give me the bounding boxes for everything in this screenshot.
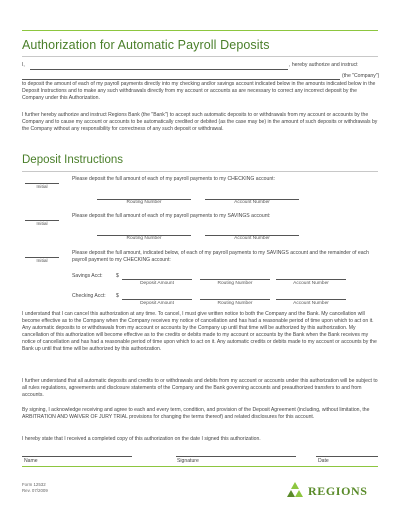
intro-paragraph-1: to deposit the amount of each of my payroll payments directly into my checking and/or savings account indicated below in the amounts indicated below in the Deposit Instructions and to make any such withdrawals directly from my account or accounts as are necessary to correct any incorrect deposit by the Company under this Authorization.: [22, 81, 376, 102]
savings-routing-label: Routing Number: [217, 281, 253, 286]
checking-acct-label: Checking Acct:: [72, 293, 106, 299]
checking-routing-label: Routing Number: [217, 301, 253, 306]
savings-routing-field[interactable]: [200, 279, 270, 280]
savings-account-field[interactable]: [276, 279, 346, 280]
terms-paragraph-1: I understand that I can cancel this authorization at any time. To cancel, I must give written notice to both the Company and the Bank. My cancellation will become effective as to the Company when the Company receives my notice of cancellation and has had a reasonable period of time upon which to act on it. Any automatic deposits to or withdrawals from my account or accounts by the Company up until that time will be authorized by this authorization. My cancellation of this authorization will become effective as to the credits or debits made to my account or accounts by the Bank when the Bank receives my notice of cancellation and has had a reasonable period of time upon which to act on it. Any automatic credits or debits made to my account or accounts by the Bank up until that time will be authorized by this authorization.: [22, 311, 377, 353]
signature-field[interactable]: [176, 456, 296, 457]
company-text: (the "Company"): [342, 73, 380, 79]
checking-account-field[interactable]: [276, 299, 346, 300]
authorize-text: , hereby authorize and instruct: [289, 62, 358, 68]
form-number: Form 12532: [22, 482, 46, 487]
date-field[interactable]: [316, 456, 378, 457]
regions-triangle-logo-icon: [286, 482, 304, 498]
savings-account-label: Account Number: [293, 281, 329, 286]
option-split-text: Please deposit the full amount, indicated below, of each of my payroll payments to my SAVINGS account and the remainder of each payroll payment to my CHECKING account:: [72, 250, 369, 264]
intro-paragraph-2: I further hereby authorize and instruct Regions Bank (the "Bank") to accept such automatic deposits to or withdrawals from my account or accounts by the Company and to cause my account or accounts to be automatically credited or debited (as the case may be) in the amount of such deposits or withdrawals by the Company without any responsibility for correctness of any such deposit or withdrawal.: [22, 112, 378, 133]
name-label: Name: [24, 458, 38, 464]
terms-paragraph-2: I further understand that all automatic deposits and credits to or withdrawals and debits from my account or accounts under this authorization will be subject to all rules regulations, agreements and disclosure statements of the Company and the Bank governing accounts and preauthorized transfers to and from accounts.: [22, 378, 378, 399]
initial-field-2[interactable]: [25, 220, 59, 221]
date-label: Date: [318, 458, 329, 464]
name-field[interactable]: [22, 456, 132, 457]
employee-name-field[interactable]: [30, 69, 288, 70]
form-revision: Rev. 07/2009: [22, 488, 48, 493]
signature-label: Signature: [177, 458, 199, 464]
routing-label-2: Routing Number: [126, 236, 162, 241]
savings-amount-field[interactable]: [122, 279, 192, 280]
savings-dollar: $: [116, 273, 119, 279]
terms-paragraph-3: By signing, I acknowledge receiving and agree to each and every term, condition, and provision of the Deposit Agreement (including, without limitation, the ARBITRATION AND WAIVER OF JURY TRIAL provisions for changing the terms thereof) and related disclosures for this account.: [22, 407, 370, 421]
company-name-field[interactable]: [22, 79, 340, 80]
checking-deposit-amount-label: Deposit Amount: [140, 301, 174, 306]
routing-label-1: Routing Number: [126, 200, 162, 205]
checking-account-label: Account Number: [293, 301, 329, 306]
page-title: Authorization for Automatic Payroll Deposits: [22, 38, 270, 52]
title-rule: [22, 56, 378, 57]
account-label-1: Account Number: [234, 200, 270, 205]
option-savings-text: Please deposit the full amount of each of my payroll payments to my SAVINGS account:: [72, 213, 271, 219]
checking-dollar: $: [116, 293, 119, 299]
savings-acct-label: Savings Acct:: [72, 273, 103, 279]
i-prefix: I,: [22, 62, 25, 68]
bottom-rule: [22, 466, 378, 467]
regions-brand-text: REGIONS: [308, 484, 368, 498]
initial-field-1[interactable]: [25, 183, 59, 184]
initial-label-3: Initial: [36, 259, 48, 264]
account-label-2: Account Number: [234, 236, 270, 241]
checking-routing-field[interactable]: [200, 299, 270, 300]
deposit-instructions-heading: Deposit Instructions: [22, 154, 123, 166]
checking-amount-field[interactable]: [122, 299, 192, 300]
option-checking-text: Please deposit the full amount of each of my payroll payments to my CHECKING account:: [72, 176, 275, 182]
section-rule: [22, 171, 378, 172]
initial-field-3[interactable]: [25, 257, 59, 258]
terms-paragraph-4: I hereby state that I received a completed copy of this authorization on the date I signed this authorization.: [22, 436, 261, 442]
initial-label-1: Initial: [36, 185, 48, 190]
top-rule: [22, 30, 378, 31]
initial-label-2: Initial: [36, 222, 48, 227]
savings-deposit-amount-label: Deposit Amount: [140, 281, 174, 286]
